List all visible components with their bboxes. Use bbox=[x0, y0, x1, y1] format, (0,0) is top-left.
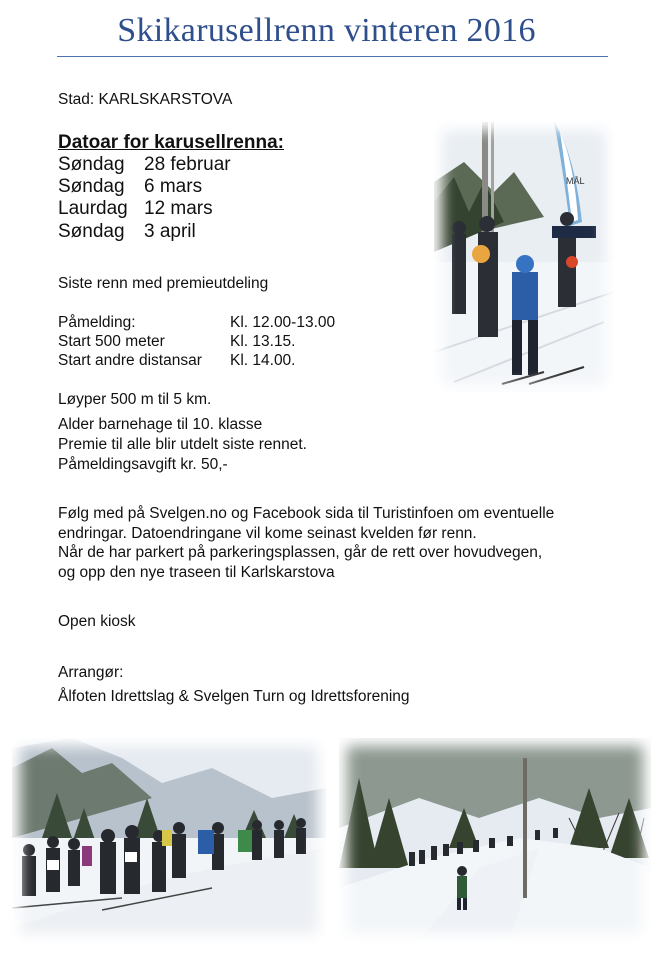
follow-line: Følg med på Svelgen.no og Facebook sida til Turistinfoen om eventuelle bbox=[58, 505, 555, 522]
skiers-finish-photo bbox=[434, 122, 614, 394]
fee-text: Påmeldingsavgift kr. 50,- bbox=[58, 456, 228, 473]
date-value: 3 april bbox=[144, 221, 196, 242]
schedule-time: Kl. 14.00. bbox=[230, 352, 296, 369]
tracks-text: Løyper 500 m til 5 km. bbox=[58, 391, 212, 408]
schedule-time: Kl. 12.00-13.00 bbox=[230, 314, 336, 331]
ski-race-start-photo bbox=[12, 738, 326, 942]
kiosk-text: Open kiosk bbox=[58, 613, 136, 630]
date-day: Søndag bbox=[58, 221, 125, 242]
ski-trail-photo bbox=[339, 738, 651, 942]
page-title: Skikarusellrenn vinteren 2016 bbox=[117, 12, 536, 49]
date-day: Søndag bbox=[58, 176, 125, 197]
final-race-note: Siste renn med premieutdeling bbox=[58, 275, 269, 292]
date-day: Laurdag bbox=[58, 198, 128, 219]
finish-banner-text: MÅL bbox=[566, 176, 585, 186]
date-value: 28 februar bbox=[144, 154, 231, 175]
date-value: 6 mars bbox=[144, 176, 203, 197]
schedule-label: Start andre distansar bbox=[58, 352, 202, 369]
date-row bbox=[58, 176, 202, 198]
follow-line: endringar. Datoendringane vil kome seinast kvelden før renn. bbox=[58, 525, 477, 542]
date-row bbox=[58, 198, 213, 220]
follow-line: Når de har parkert på parkeringsplassen, går de rett over hovudvegen, bbox=[58, 544, 543, 561]
follow-line: og opp den nye traseen til Karlskarstova bbox=[58, 564, 335, 581]
date-row bbox=[58, 221, 196, 243]
venue-text: Stad: KARLSKARSTOVA bbox=[58, 91, 233, 108]
dates-heading: Datoar for karusellrenna: bbox=[58, 132, 284, 153]
organizer-label: Arrangør: bbox=[58, 664, 124, 681]
age-text: Alder barnehage til 10. klasse bbox=[58, 416, 263, 433]
date-row bbox=[58, 154, 231, 176]
title-underline bbox=[57, 56, 608, 57]
schedule-label: Påmelding: bbox=[58, 314, 136, 331]
prize-text: Premie til alle blir utdelt siste rennet. bbox=[58, 436, 307, 453]
schedule-row bbox=[58, 351, 296, 370]
organizer-name: Ålfoten Idrettslag & Svelgen Turn og Idrettsforening bbox=[58, 688, 410, 705]
schedule-label: Start 500 meter bbox=[58, 333, 165, 350]
schedule-row bbox=[58, 332, 296, 351]
schedule-time: Kl. 13.15. bbox=[230, 333, 296, 350]
schedule-row bbox=[58, 313, 335, 332]
date-value: 12 mars bbox=[144, 198, 213, 219]
date-day: Søndag bbox=[58, 154, 125, 175]
